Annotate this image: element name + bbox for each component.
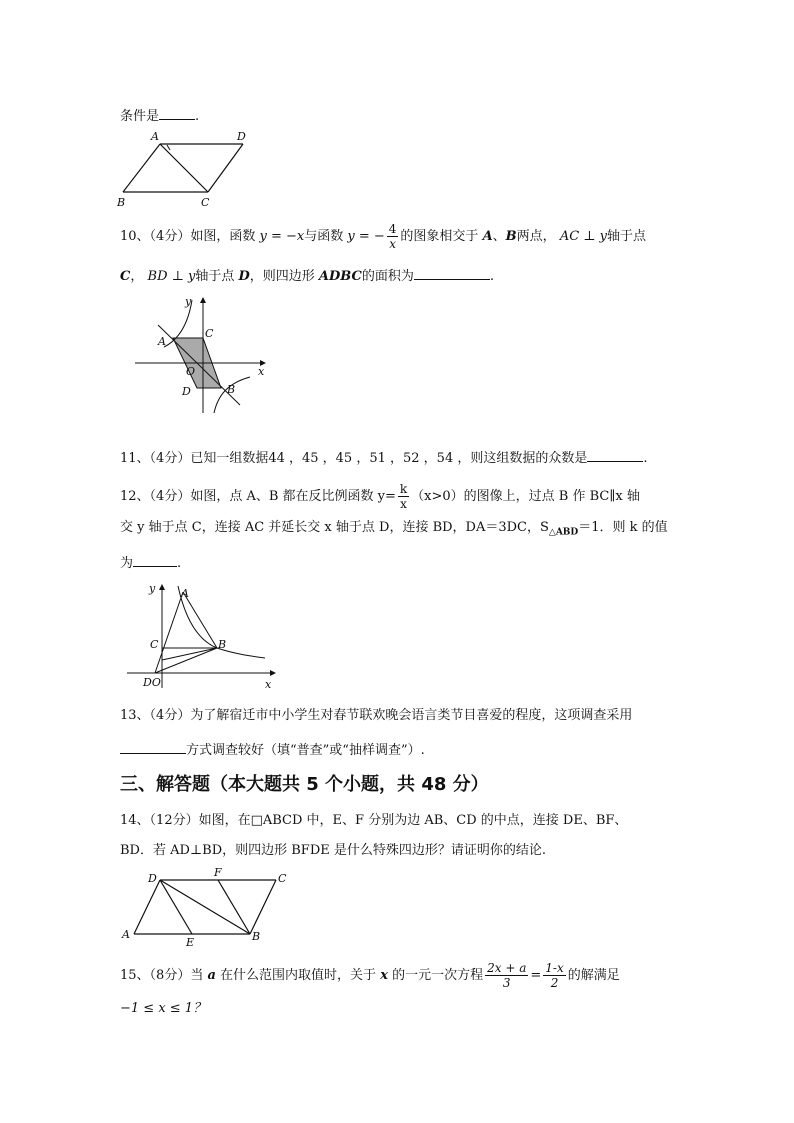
q12-line2 [120, 519, 668, 542]
q15-fraction-left [485, 961, 528, 990]
fraction-denominator: x [400, 497, 407, 511]
q10-function2: y = − [347, 229, 385, 244]
label-O: O [186, 365, 196, 378]
q10-comma: ， [130, 269, 144, 284]
label-E: E [186, 936, 195, 949]
label-D: D [182, 385, 191, 398]
label-C: C [278, 872, 287, 885]
label-B: B [227, 383, 236, 396]
q10-point-A: A [482, 229, 493, 244]
axis-x-label: x [258, 365, 265, 378]
q10-mid: 与函数 [304, 229, 344, 244]
q10-number: 10、（4分）如图，函数 [120, 229, 256, 244]
q15-text3: 的一元一次方程 [392, 968, 484, 983]
label-A: A [151, 130, 159, 143]
fraction-denominator: x [389, 237, 396, 251]
q10-perp1: AC ⊥ y [559, 229, 607, 244]
q12-line3 [120, 552, 181, 573]
q10-rest2: 两点， [516, 229, 556, 244]
q10-function1: y = −x [259, 229, 305, 244]
q15-fraction-right [543, 961, 565, 990]
label-C: C [150, 638, 159, 651]
figure-inverse-function-q12 [125, 578, 280, 693]
q13-text1: 13、（4分）为了解宿迁市中小学生对春节联欢晚会语言类节目喜爱的程度，这项调查采用 [120, 708, 633, 723]
q12-end: . [177, 556, 182, 571]
q10-point-B: B [505, 229, 517, 244]
label-C: C [205, 327, 214, 340]
q13-text2: 方式调查较好（填“普查”或“抽样调查”）. [186, 743, 425, 758]
label-F: F [214, 866, 222, 879]
q11-end: . [643, 451, 648, 466]
q9-text: 条件是 [120, 109, 160, 124]
q9-end: . [195, 109, 200, 124]
fraction-denominator: 3 [502, 976, 511, 990]
q15-line2 [120, 1000, 206, 1018]
fraction-numerator: 1-x [545, 961, 564, 975]
q10-fraction [387, 222, 399, 251]
q15-text4: 的解满足 [567, 968, 620, 983]
q12-text2: （x>0）的图像上，过点 B 作 BC∥x 轴 [411, 489, 640, 504]
q15-line1 [120, 961, 620, 990]
q15-var-x: x [380, 968, 388, 983]
q10-end: . [489, 269, 495, 284]
answer-blank [587, 447, 643, 462]
q10-rest5: ，则四边形 [249, 269, 315, 284]
section-heading: 三、解答题（本大题共 5 个小题，共 48 分） [120, 774, 489, 795]
q12-fraction [398, 482, 409, 511]
label-DO: DO [143, 676, 161, 689]
answer-blank [133, 552, 177, 567]
q10-quadrilateral: ADBC [318, 269, 362, 284]
axis-y-label: y [149, 582, 156, 595]
figure-parallelogram-q14 [118, 866, 298, 948]
q10-perp2: BD ⊥ y [147, 269, 196, 284]
label-D: D [237, 130, 246, 143]
answer-blank [414, 265, 490, 280]
q13-line2 [120, 739, 425, 760]
q10-line2 [120, 265, 494, 286]
q10-point-D: D [238, 269, 250, 284]
axis-y-label: y [185, 295, 192, 308]
q12-text5: 为 [120, 556, 134, 571]
label-A: A [181, 587, 189, 600]
answer-blank [159, 105, 195, 120]
q11-text: 11、（4分）已知一组数据44 ，45 ，45 ，51 ，52 ，54 ，则这组数据的众数是 [120, 451, 588, 466]
q9-tail [120, 105, 199, 126]
label-C: C [201, 196, 210, 209]
q11-line [120, 447, 648, 468]
label-D: D [148, 872, 157, 885]
figure-parallelogram-q9 [115, 128, 255, 208]
q10-rest6: 的面积为 [361, 269, 414, 284]
q15-equals: = [530, 968, 542, 983]
q12-text4: ＝1．则 k 的值 [578, 520, 668, 535]
q14-text2: BD．若 AD⊥BD，则四边形 BFDE 是什么特殊四边形？请证明你的结论. [120, 843, 547, 858]
q10-sep: 、 [492, 229, 506, 244]
label-B: B [252, 930, 261, 943]
q15-inequality: −1 ≤ x ≤ 1？ [120, 1001, 207, 1016]
q10-rest4: 轴于点 [195, 269, 235, 284]
q12-line1 [120, 482, 640, 511]
q15-var-a: a [207, 968, 216, 983]
label-B: B [218, 638, 227, 651]
q10-rest1: 的图象相交于 [400, 229, 479, 244]
q15-text1: 15、（8分）当 [120, 968, 204, 983]
label-B: B [117, 196, 126, 209]
q14-line2 [120, 842, 546, 860]
q10-point-C: C [120, 269, 131, 284]
q13-line1 [120, 707, 632, 725]
fraction-numerator: 4 [388, 222, 397, 236]
label-A: A [158, 335, 166, 348]
q12-text3: 交 y 轴于点 C，连接 AC 并延长交 x 轴于点 D，连接 BD，DA＝3DC，S [120, 520, 549, 535]
q10-line1 [120, 222, 646, 251]
fraction-numerator: k [399, 482, 408, 496]
q12-text1: 12、（4分）如图，点 A、B 都在反比例函数 y= [120, 489, 396, 504]
label-A: A [122, 928, 130, 941]
q14-line1 [120, 812, 627, 830]
axis-x-label: x [265, 678, 272, 691]
q10-rest3: 轴于点 [607, 229, 647, 244]
q12-subscript: △ABD [548, 527, 579, 538]
q14-text1: 14、（12分）如图，在□ABCD 中，E、F 分别为边 AB、CD 的中点，连接 DE、BF、 [120, 813, 628, 828]
q15-text2: 在什么范围内取值时，关于 [220, 968, 377, 983]
fraction-denominator: 2 [550, 976, 559, 990]
fraction-numerator: 2x + a [487, 961, 527, 975]
answer-blank [120, 739, 186, 754]
figure-hyperbola-q10 [130, 295, 270, 420]
